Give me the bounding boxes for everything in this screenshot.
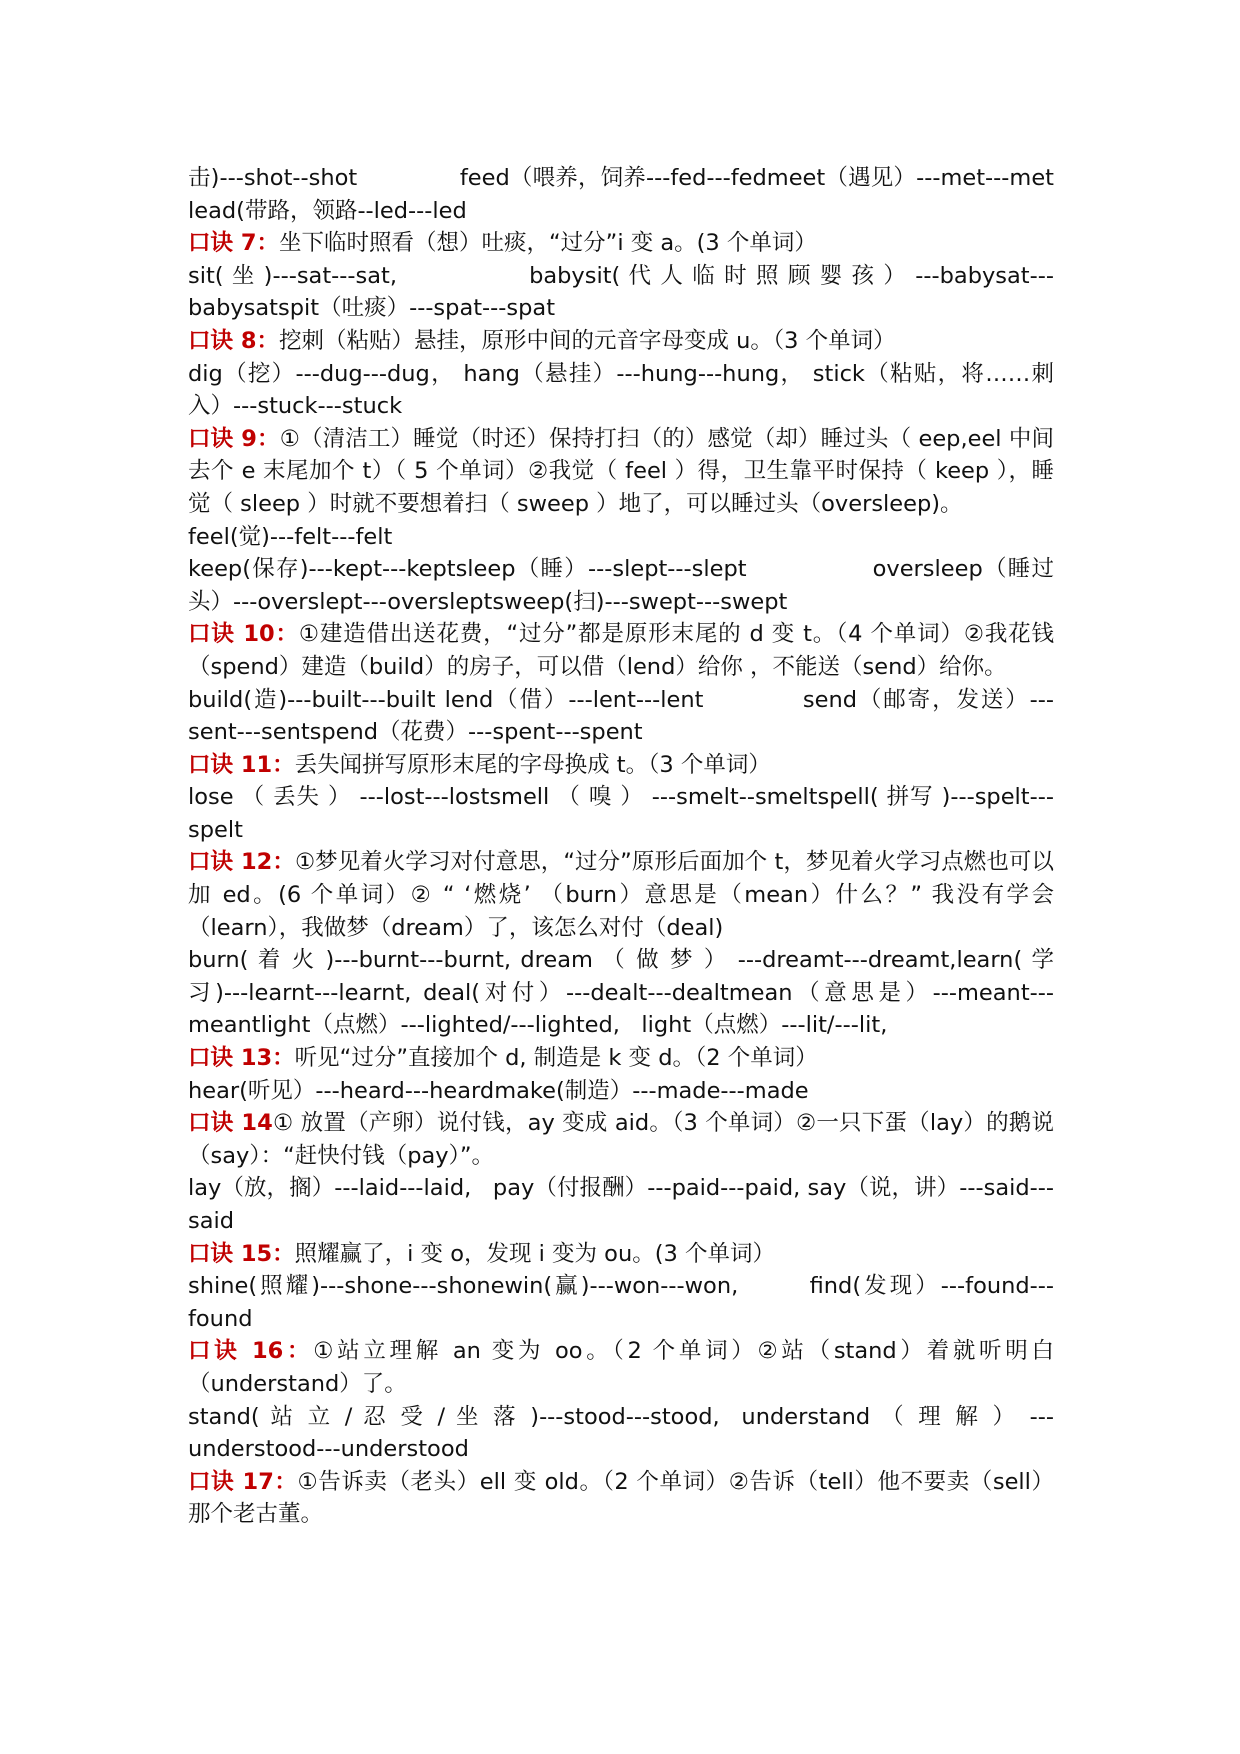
text-line: burn( 着 火 )---burnt---burnt, dream （ 做 梦 ） ---dreamt---dreamt,learn( 学习)---learnt---learnt, deal(对付）---dealt---dealtmean（意思是）---meant---meantlight（点燃）---lighted/---lighted, light（点燃）---lit/---lit, — [188, 947, 1054, 1039]
text-line: shine(照耀)---shone---shonewin(赢)---won---won, find(发现）---found---found — [188, 1273, 1054, 1332]
rule-label: 口诀 9： — [188, 425, 280, 452]
text-line: hear(听见）---heard---heardmake(制造）---made---made — [188, 1077, 809, 1104]
rule-line: 口诀 15：照耀赢了，i 变 o，发现 i 变为 ou。(3 个单词） — [188, 1240, 775, 1267]
rule-label: 口诀 10： — [188, 621, 299, 648]
text-line: keep(保存)---kept---keptsleep（睡）---slept---slept oversleep（睡过头）---overslept---oversleptsweep(扫)---swept---swept — [188, 556, 1054, 615]
rule-line: 口诀 9：①（清洁工）睡觉（时还）保持打扫（的）感觉（却）睡过头（ eep,eel 中间去个 e 末尾加个 t）（ 5 个单词）②我觉（ feel ）得，卫生靠平时保持（ keep ），睡觉（ sleep ）时就不要想着扫（ sweep ）地了，可以睡过头（oversleep)。 — [188, 425, 1054, 517]
text-line: lose （ 丢失 ） ---lost---lostsmell （ 嗅 ） ---smelt--smeltspell( 拼写 )---spelt---spelt — [188, 784, 1054, 843]
rule-line: 口诀 12：①梦见着火学习对付意思，“过分”原形后面加个 t，梦见着火学习点燃也可以加 ed。(6 个单词）② “ ‘燃烧’ （burn）意思是（mean）什么？” 我没有学会（learn），我做梦（dream）了，该怎么对付（deal) — [188, 849, 1054, 941]
rule-line: 口诀 16：①站立理解 an 变为 oo。（2 个单词）②站（stand）着就听明白（understand）了。 — [188, 1338, 1054, 1397]
rule-label: 口诀 12： — [188, 849, 295, 876]
rule-line: 口诀 7：坐下临时照看（想）吐痰，“过分”i 变 a。(3 个单词） — [188, 230, 817, 257]
rule-label: 口诀 13： — [188, 1045, 295, 1072]
rule-label: 口诀 15： — [188, 1240, 295, 1267]
text-line: build(造)---built---built lend（借）---lent---lent send（邮寄，发送）---sent---sentspend（花费）---spent---spent — [188, 686, 1054, 746]
text-line: lay（放，搁）---laid---laid, pay（付报酬）---paid---paid, say（说，讲）---said---said — [188, 1175, 1054, 1234]
rule-label: 口诀 17： — [188, 1468, 298, 1495]
text-line: stand( 站 立 / 忍 受 / 坐 落 )---stood---stood, understand （ 理 解 ） ---understood---understood — [188, 1403, 1054, 1463]
rule-label: 口诀 14 — [188, 1110, 273, 1137]
rule-line: 口诀 11：丢失闻拼写原形末尾的字母换成 t。（3 个单词） — [188, 751, 771, 778]
rule-label: 口诀 8： — [188, 327, 279, 354]
text-line: sit( 坐 )---sat---sat, babysit( 代 人 临 时 照 顾 婴 孩 ） ---babysat---babysatspit（吐痰）---spat---spat — [188, 262, 1054, 322]
rule-label: 口诀 16： — [188, 1338, 314, 1365]
rule-label: 口诀 11： — [188, 751, 295, 778]
rule-line: 口诀 14① 放置（产卵）说付钱，ay 变成 aid。（3 个单词）②一只下蛋（lay）的鹅说（say）：“赶快付钱（pay）”。 — [188, 1110, 1054, 1169]
text-line: dig（挖）---dug---dug， hang（悬挂）---hung---hung， stick（粘贴，将……刺入）---stuck---stuck — [188, 360, 1054, 420]
text-line: 击)---shot--shot feed（喂养，饲养---fed---fedmeet（遇见）---met---met lead(带路，领路--led---led — [188, 165, 1062, 224]
rule-line: 口诀 8：挖刺（粘贴）悬挂，原形中间的元音字母变成 u。（3 个单词） — [188, 327, 896, 354]
rule-label: 口诀 7： — [188, 230, 279, 257]
rule-line: 口诀 13：听见“过分”直接加个 d, 制造是 k 变 d。（2 个单词） — [188, 1045, 818, 1072]
rule-line: 口诀 10：①建造借出送花费，“过分”都是原形末尾的 d 变 t。（4 个单词）②我花钱（spend）建造（build）的房子，可以借（lend）给你 ，不能送（send）给你。 — [188, 621, 1054, 680]
text-line: feel(觉)---felt---felt — [188, 523, 393, 550]
rule-line: 口诀 17：①告诉卖（老头）ell 变 old。（2 个单词）②告诉（tell）他不要卖（sell）那个老古董。 — [188, 1468, 1054, 1528]
document-body — [188, 162, 1062, 1531]
